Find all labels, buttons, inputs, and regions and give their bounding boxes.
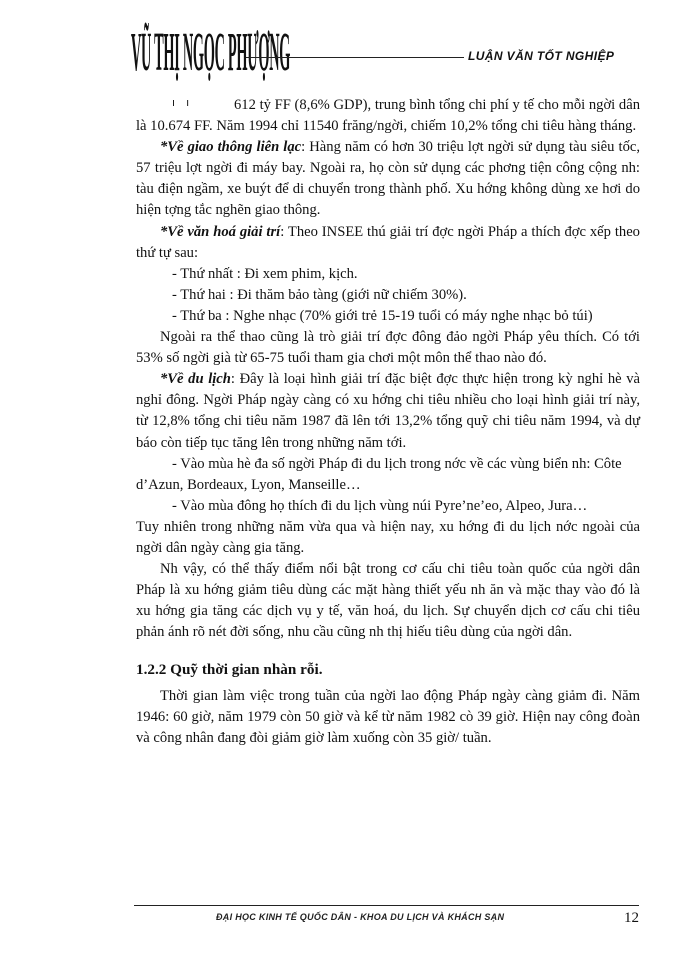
transport-lead: *Về giao thông liên lạc	[160, 139, 302, 156]
paragraph-health-spending: 612 tỷ FF (8,6% GDP), trung bình tổng chi phí y tế cho mỗi ngời dân là 10.674 FF. Năm 1994 chỉ 11540 frăng/ngời, chiếm 10,2% tổng chi tiêu hàng tháng.	[136, 97, 640, 135]
author-logo-text: VŨ THỊ NGỌC PHƯỢNG	[131, 20, 291, 83]
footer-text: ĐẠI HỌC KINH TẾ QUỐC DÂN - KHOA DU LỊCH VÀ KHÁCH SẠN	[216, 912, 505, 922]
paragraph-culture	[136, 222, 640, 264]
paragraph-sport: Ngoài ra thể thao cũng là trò giải trí đợc đông đảo ngời Pháp yêu thích. Có tới 53% số ngời già từ 65-75 tuổi tham gia chơi một môn thể thao nào đó.	[136, 329, 640, 367]
travel-lead: *Về du lịch	[160, 371, 231, 388]
paragraph-trend: Tuy nhiên trong những năm vừa qua và hiện nay, xu hớng đi du lịch nớc ngoài của ngời dân ngày càng gia tăng.	[136, 518, 640, 556]
paragraph-working-time: Thời gian làm việc trong tuần của ngời lao động Pháp ngày càng giảm đi. Năm 1946: 60 giờ, năm 1979 còn 50 giờ và kể từ năm 1982 cò 39 giờ. Hiện nay công đoàn và công nhân đang đòi giảm giờ làm xuống còn 35 giờ/ tuần.	[136, 687, 640, 746]
list-item: - Thứ hai : Đi thăm bảo tàng (giới nữ chiếm 30%).	[172, 286, 467, 303]
paragraph-transport	[136, 137, 640, 221]
page-number: 12	[624, 910, 639, 926]
section-heading: 1.2.2 Quỹ thời gian nhàn rỗi.	[136, 661, 323, 679]
culture-text: : Theo INSEE thú giải trí đợc ngời Pháp a thích đợc xếp theo thứ tự sau:	[136, 223, 640, 261]
footer-rule	[134, 905, 639, 906]
transport-text: : Hàng năm có hơn 30 triệu lợt ngời sử dụng tàu siêu tốc, 57 triệu lợt ngời đi máy bay. Ngoài ra, họ còn sử dụng các phơng tiện công cộng nh: tàu điện ngầm, xe buýt để di chuyển trong thành phố. Xu hớng không dùng xe hơi do hiện tợng tắc nghẽn giao thông.	[136, 139, 640, 219]
travel-text: : Đây là loại hình giải trí đặc biệt đợc thực hiện trong kỳ nghỉ hè và nghỉ đông. Ngời Pháp ngày càng có xu hớng chi tiêu nhiều cho loại hình giải trí này, từ 12,8% tổng chi tiêu năm 1987 đã lên tới 13,2% tổng quỹ chi tiêu năm 1994, và dự báo còn tiếp tục tăng lên trong những năm tới.	[136, 371, 641, 451]
header-title: LUẬN VĂN TỐT NGHIỆP	[468, 49, 615, 63]
header-rule	[246, 57, 464, 58]
document-body	[136, 95, 640, 749]
list-item: - Thứ ba : Nghe nhạc (70% giới trẻ 15-19 tuổi có máy nghe nhạc bỏ túi)	[172, 307, 593, 324]
culture-lead: *Về văn hoá giải trí	[160, 223, 281, 240]
list-item: - Vào mùa hè đa số ngời Pháp đi du lịch trong nớc về các vùng biển nh: Côte d’Azun, Bordeaux, Lyon, Manseille…	[136, 455, 622, 493]
list-item: - Thứ nhất : Đi xem phim, kịch.	[172, 265, 358, 282]
paragraph-conclusion: Nh vậy, có thể thấy điểm nổi bật trong cơ cấu chi tiêu toàn quốc của ngời dân Pháp là xu hớng giảm tiêu dùng các mặt hàng thiết yếu nh ăn và mặc thay vào đó là xu hớng gia tăng các dịch vụ y tế, văn hoá, du lịch. Sự chuyển dịch cơ cấu chi tiêu phản ánh rõ nét đời sống, nhu cầu cũng nh thị hiếu tiêu dùng của ngời dân.	[136, 561, 640, 641]
author-logo	[128, 20, 291, 98]
paragraph-travel	[136, 369, 640, 453]
page-fragment-marks: ı ı	[172, 97, 194, 109]
list-item: - Vào mùa đông họ thích đi du lịch vùng núi Pyre’ne’eo, Alpeo, Jura…	[172, 497, 588, 514]
